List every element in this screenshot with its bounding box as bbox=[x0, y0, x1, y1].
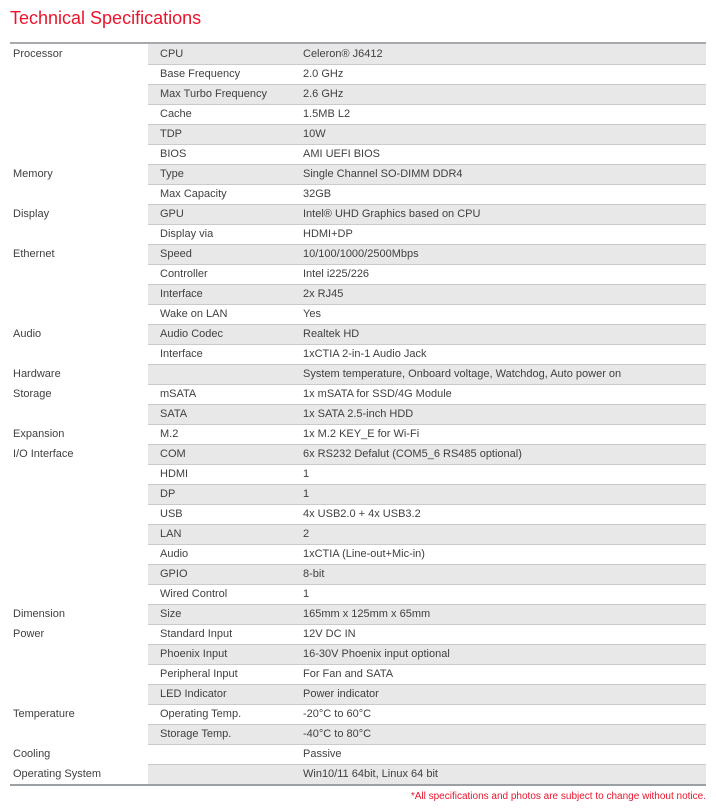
spec-cells bbox=[148, 204, 706, 224]
spec-value-cell: 12V DC IN bbox=[303, 628, 356, 640]
spec-cells bbox=[148, 504, 706, 524]
category-cell: Memory bbox=[10, 164, 148, 184]
table-row bbox=[10, 644, 706, 664]
category-cell bbox=[10, 464, 148, 484]
spec-value-cell: 1xCTIA 2-in-1 Audio Jack bbox=[303, 348, 427, 360]
category-cell: Processor bbox=[10, 44, 148, 64]
spec-value-cell: For Fan and SATA bbox=[303, 668, 394, 680]
spec-value-cell: 1 bbox=[303, 588, 310, 600]
table-row bbox=[10, 324, 706, 344]
category-cell bbox=[10, 104, 148, 124]
table-row bbox=[10, 764, 706, 784]
spec-label-cell: HDMI bbox=[160, 468, 189, 480]
spec-cells bbox=[148, 684, 706, 704]
spec-label-cell: Cache bbox=[160, 108, 192, 120]
category-cell bbox=[10, 564, 148, 584]
spec-value-cell: Win10/11 64bit, Linux 64 bit bbox=[303, 768, 438, 780]
spec-label-cell: Size bbox=[160, 608, 182, 620]
spec-label-cell: Phoenix Input bbox=[160, 648, 228, 660]
table-row bbox=[10, 184, 706, 204]
spec-label-cell: Type bbox=[160, 168, 184, 180]
spec-cells bbox=[148, 364, 706, 384]
table-row bbox=[10, 84, 706, 104]
spec-label-cell: Display via bbox=[160, 228, 214, 240]
category-cell bbox=[10, 644, 148, 664]
table-row bbox=[10, 144, 706, 164]
spec-label-cell: mSATA bbox=[160, 388, 197, 400]
table-row bbox=[10, 364, 706, 384]
spec-label-cell: Wake on LAN bbox=[160, 308, 228, 320]
spec-value-cell: HDMI+DP bbox=[303, 228, 353, 240]
category-cell bbox=[10, 584, 148, 604]
spec-value-cell: Power indicator bbox=[303, 688, 379, 700]
spec-cells bbox=[148, 224, 706, 244]
table-row bbox=[10, 484, 706, 504]
spec-cells bbox=[148, 464, 706, 484]
category-cell bbox=[10, 664, 148, 684]
category-cell: I/O Interface bbox=[10, 444, 148, 464]
category-cell bbox=[10, 524, 148, 544]
spec-cells bbox=[148, 584, 706, 604]
category-cell: Cooling bbox=[10, 744, 148, 764]
table-row bbox=[10, 284, 706, 304]
table-row bbox=[10, 104, 706, 124]
table-row bbox=[10, 564, 706, 584]
spec-label-cell: Interface bbox=[160, 288, 203, 300]
table-row bbox=[10, 524, 706, 544]
table-row bbox=[10, 64, 706, 84]
spec-cells bbox=[148, 604, 706, 624]
spec-cells bbox=[148, 624, 706, 644]
table-row bbox=[10, 444, 706, 464]
spec-value-cell: 1 bbox=[303, 488, 310, 500]
spec-value-cell: 1 bbox=[303, 468, 310, 480]
table-row bbox=[10, 704, 706, 724]
table-row bbox=[10, 344, 706, 364]
table-row bbox=[10, 724, 706, 744]
spec-cells bbox=[148, 704, 706, 724]
spec-label-cell: Audio bbox=[160, 548, 189, 560]
spec-cells bbox=[148, 664, 706, 684]
category-cell bbox=[10, 544, 148, 564]
category-cell bbox=[10, 184, 148, 204]
spec-cells bbox=[148, 484, 706, 504]
spec-value-cell: Single Channel SO-DIMM DDR4 bbox=[303, 168, 463, 180]
table-row bbox=[10, 404, 706, 424]
spec-value-cell: 4x USB2.0 + 4x USB3.2 bbox=[303, 508, 421, 520]
category-cell bbox=[10, 504, 148, 524]
spec-label-cell: Wired Control bbox=[160, 588, 228, 600]
spec-label-cell: M.2 bbox=[160, 428, 179, 440]
table-row bbox=[10, 464, 706, 484]
category-cell bbox=[10, 344, 148, 364]
spec-cells bbox=[148, 304, 706, 324]
category-cell bbox=[10, 224, 148, 244]
table-row bbox=[10, 304, 706, 324]
spec-label-cell: Operating Temp. bbox=[160, 708, 242, 720]
category-cell: Power bbox=[10, 624, 148, 644]
spec-label-cell: GPIO bbox=[160, 568, 188, 580]
table-row bbox=[10, 204, 706, 224]
spec-cells bbox=[148, 144, 706, 164]
spec-label-cell: Storage Temp. bbox=[160, 728, 232, 740]
table-row bbox=[10, 744, 706, 764]
spec-value-cell: Passive bbox=[303, 748, 342, 760]
table-row bbox=[10, 544, 706, 564]
table-row bbox=[10, 424, 706, 444]
spec-cells bbox=[148, 404, 706, 424]
table-row bbox=[10, 244, 706, 264]
spec-label-cell: LAN bbox=[160, 528, 182, 540]
category-cell bbox=[10, 264, 148, 284]
spec-label-cell: COM bbox=[160, 448, 186, 460]
category-cell bbox=[10, 404, 148, 424]
category-cell bbox=[10, 284, 148, 304]
category-cell: Ethernet bbox=[10, 244, 148, 264]
spec-label-cell: SATA bbox=[160, 408, 188, 420]
spec-value-cell: 2.0 GHz bbox=[303, 68, 344, 80]
spec-cells bbox=[148, 184, 706, 204]
category-cell: Audio bbox=[10, 324, 148, 344]
spec-label-cell: CPU bbox=[160, 47, 184, 60]
page-title: Technical Specifications bbox=[10, 8, 202, 28]
table-row bbox=[10, 504, 706, 524]
category-cell bbox=[10, 484, 148, 504]
table-row bbox=[10, 384, 706, 404]
spec-cells bbox=[148, 724, 706, 744]
spec-value-cell: System temperature, Onboard voltage, Watchdog, Auto power on bbox=[303, 368, 622, 380]
spec-cells bbox=[148, 764, 706, 784]
spec-cells bbox=[148, 564, 706, 584]
spec-label-cell: Speed bbox=[160, 248, 192, 260]
spec-cells bbox=[148, 644, 706, 664]
spec-cells bbox=[148, 284, 706, 304]
spec-value-cell: 1x M.2 KEY_E for Wi-Fi bbox=[303, 428, 420, 440]
spec-label-cell: Base Frequency bbox=[160, 68, 241, 80]
spec-value-cell: 10/100/1000/2500Mbps bbox=[303, 248, 419, 260]
spec-value-cell: 165mm x 125mm x 65mm bbox=[303, 608, 431, 620]
table-row bbox=[10, 684, 706, 704]
spec-value-cell: Intel i225/226 bbox=[303, 268, 370, 280]
spec-value-cell: 6x RS232 Defalut (COM5_6 RS485 optional) bbox=[303, 448, 522, 460]
category-cell: Operating System bbox=[10, 764, 148, 784]
category-cell: Dimension bbox=[10, 604, 148, 624]
spec-cells bbox=[148, 124, 706, 144]
spec-cells bbox=[148, 84, 706, 104]
spec-cells bbox=[148, 264, 706, 284]
spec-label-cell: Standard Input bbox=[160, 628, 233, 640]
category-cell: Expansion bbox=[10, 424, 148, 444]
spec-value-cell: -40°C to 80°C bbox=[303, 728, 372, 740]
spec-table bbox=[10, 42, 706, 786]
spec-value-cell: 2 bbox=[303, 528, 310, 540]
table-row bbox=[10, 624, 706, 644]
spec-label-cell: TDP bbox=[160, 128, 182, 140]
table-row bbox=[10, 584, 706, 604]
spec-cells bbox=[148, 64, 706, 84]
category-cell: Temperature bbox=[10, 704, 148, 724]
spec-value-cell: 2.6 GHz bbox=[303, 88, 344, 100]
spec-label-cell: BIOS bbox=[160, 148, 187, 160]
category-cell: Display bbox=[10, 204, 148, 224]
spec-value-cell: Realtek HD bbox=[303, 328, 360, 340]
category-cell bbox=[10, 124, 148, 144]
category-cell bbox=[10, 144, 148, 164]
spec-label-cell: DP bbox=[160, 488, 176, 500]
spec-value-cell: 1.5MB L2 bbox=[303, 108, 351, 120]
spec-cells bbox=[148, 444, 706, 464]
spec-label-cell: Interface bbox=[160, 348, 203, 360]
spec-cells bbox=[148, 544, 706, 564]
spec-label-cell: Controller bbox=[160, 268, 208, 280]
spec-value-cell: 8-bit bbox=[303, 568, 325, 580]
spec-cells bbox=[148, 44, 706, 64]
category-cell: Hardware bbox=[10, 364, 148, 384]
category-cell bbox=[10, 724, 148, 744]
spec-label-cell: GPU bbox=[160, 208, 184, 220]
footnote: *All specifications and photos are subject to change without notice. bbox=[410, 791, 706, 802]
table-row bbox=[10, 164, 706, 184]
category-cell: Storage bbox=[10, 384, 148, 404]
spec-value-cell: 10W bbox=[303, 128, 326, 140]
spec-label-cell: USB bbox=[160, 508, 183, 520]
category-cell bbox=[10, 64, 148, 84]
spec-value-cell: Celeron® J6412 bbox=[303, 47, 383, 60]
spec-label-cell: LED Indicator bbox=[160, 688, 227, 700]
spec-value-cell: 2x RJ45 bbox=[303, 288, 344, 300]
spec-value-cell: 1x mSATA for SSD/4G Module bbox=[303, 388, 452, 400]
spec-label-cell: Peripheral Input bbox=[160, 668, 238, 680]
spec-value-cell: Yes bbox=[303, 308, 321, 320]
spec-cells bbox=[148, 744, 706, 764]
table-row bbox=[10, 664, 706, 684]
table-row bbox=[10, 604, 706, 624]
spec-value-cell: 32GB bbox=[303, 188, 332, 200]
spec-cells bbox=[148, 104, 706, 124]
table-row bbox=[10, 124, 706, 144]
spec-cells bbox=[148, 344, 706, 364]
spec-value-cell: 1x SATA 2.5-inch HDD bbox=[303, 408, 414, 420]
spec-cells bbox=[148, 244, 706, 264]
table-row bbox=[10, 44, 706, 64]
spec-value-cell: Intel® UHD Graphics based on CPU bbox=[303, 208, 481, 220]
category-cell bbox=[10, 304, 148, 324]
spec-cells bbox=[148, 524, 706, 544]
spec-cells bbox=[148, 164, 706, 184]
table-row bbox=[10, 224, 706, 244]
spec-label-cell: Max Turbo Frequency bbox=[160, 88, 267, 100]
category-cell bbox=[10, 84, 148, 104]
spec-value-cell: AMI UEFI BIOS bbox=[303, 148, 381, 160]
table-row bbox=[10, 264, 706, 284]
spec-label-cell: Max Capacity bbox=[160, 188, 227, 200]
spec-cells bbox=[148, 424, 706, 444]
spec-label-cell: Audio Codec bbox=[160, 328, 223, 340]
spec-value-cell: -20°C to 60°C bbox=[303, 708, 372, 720]
spec-value-cell: 1xCTIA (Line-out+Mic-in) bbox=[303, 548, 425, 560]
spec-value-cell: 16-30V Phoenix input optional bbox=[303, 648, 450, 660]
category-cell bbox=[10, 684, 148, 704]
spec-cells bbox=[148, 384, 706, 404]
spec-cells bbox=[148, 324, 706, 344]
